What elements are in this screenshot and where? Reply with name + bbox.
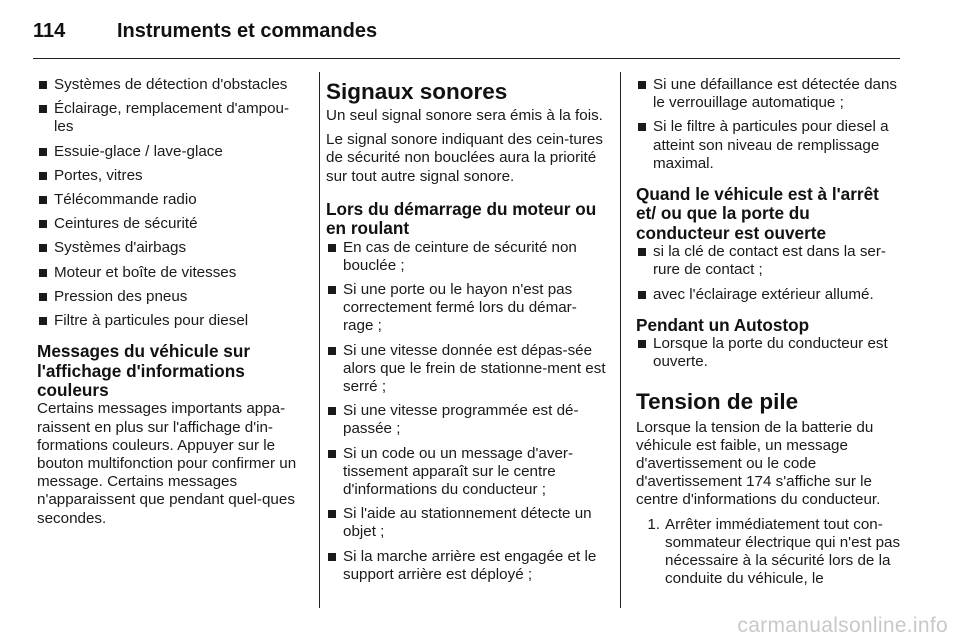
- subheading-autostop: Pendant un Autostop: [636, 314, 810, 335]
- list-item: Systèmes de détection d'obstacles: [37, 76, 305, 94]
- column-3: [636, 76, 902, 588]
- watermark-text: carmanualsonline.info: [737, 614, 948, 637]
- list-item: Télécommande radio: [37, 191, 305, 209]
- step-number: 1.: [647, 515, 660, 533]
- column-2: [326, 76, 606, 590]
- header-rule: [33, 58, 900, 59]
- list-item: Si une porte ou le hayon n'est pas correctement fermé lors du démar-rage ;: [326, 281, 606, 336]
- signals-list-continued: [636, 76, 902, 173]
- section-heading-signals: Signaux sonores: [326, 79, 508, 104]
- list-item: Systèmes d'airbags: [37, 239, 305, 257]
- stopped-list: [636, 243, 902, 304]
- list-item: Si une vitesse programmée est dé-passée ;: [326, 402, 606, 438]
- signals-list: [326, 239, 606, 584]
- page-number: 114: [33, 20, 66, 42]
- topic-list: [37, 76, 305, 330]
- signals-intro-1: Un seul signal sonore sera émis à la fois.: [326, 107, 603, 124]
- signals-intro-2: Le signal sonore indiquant des cein-tures de sécurité non bouclées aura la priorité sur tout autre signal sonore.: [326, 131, 603, 185]
- subheading-vehicle-stopped: Quand le véhicule est à l'arrêt et/ ou que la porte du conducteur est ouverte: [636, 184, 879, 243]
- chapter-title: Instruments et commandes: [117, 20, 378, 42]
- messages-paragraph: Certains messages importants appa-raissent en plus sur l'affichage d'in-formations couleurs. Appuyer sur le bouton multifonction pour confirmer un message. Certains messages n'apparaissent que pendant quel-ques secondes.: [37, 400, 297, 527]
- list-item: Si l'aide au stationnement détecte un objet ;: [326, 505, 606, 541]
- list-item: En cas de ceinture de sécurité non bouclée ;: [326, 239, 606, 275]
- list-item: Portes, vitres: [37, 167, 305, 185]
- list-item: [636, 516, 902, 589]
- list-item: Si une vitesse donnée est dépas-sée alors que le frein de stationne-ment est serré ;: [326, 342, 606, 397]
- list-item: Si le filtre à particules pour diesel a atteint son niveau de remplissage maximal.: [636, 118, 902, 173]
- section-heading-battery: Tension de pile: [636, 388, 799, 414]
- list-item: Si la marche arrière est engagée et le support arrière est déployé ;: [326, 548, 606, 584]
- page-header: [33, 16, 903, 46]
- list-item: Moteur et boîte de vitesses: [37, 264, 305, 282]
- section-heading-messages: Messages du véhicule sur l'affichage d'informations couleurs: [37, 341, 251, 401]
- list-item: avec l'éclairage extérieur allumé.: [636, 286, 902, 304]
- step-text: Arrêter immédiatement tout con-sommateur électrique qui n'est pas nécessaire à la sécurité lors de la conduite du véhicule, le: [665, 515, 901, 588]
- autostop-list: [636, 335, 902, 371]
- battery-paragraph: Lorsque la tension de la batterie du véhicule est faible, un message d'avertissement ou le code d'avertissement 174 s'affiche sur le centre d'informations du conducteur.: [636, 418, 881, 509]
- list-item: Essuie-glace / lave-glace: [37, 143, 305, 161]
- list-item: Pression des pneus: [37, 288, 305, 306]
- list-item: Ceintures de sécurité: [37, 215, 305, 233]
- column-divider-1: [319, 72, 320, 608]
- list-item: Éclairage, remplacement d'ampou-les: [37, 100, 305, 136]
- column-1: [37, 76, 305, 528]
- column-divider-2: [620, 72, 621, 608]
- list-item: Lorsque la porte du conducteur est ouverte.: [636, 335, 902, 371]
- subheading-start-driving: Lors du démarrage du moteur ou en roulant: [326, 198, 597, 239]
- list-item: si la clé de contact est dans la ser-rure de contact ;: [636, 243, 902, 279]
- list-item: Filtre à particules pour diesel: [37, 312, 305, 330]
- list-item: Si un code ou un message d'aver-tissement apparaît sur le centre d'informations du conducteur ;: [326, 445, 606, 500]
- battery-steps: [636, 516, 902, 589]
- list-item: Si une défaillance est détectée dans le verrouillage automatique ;: [636, 76, 902, 112]
